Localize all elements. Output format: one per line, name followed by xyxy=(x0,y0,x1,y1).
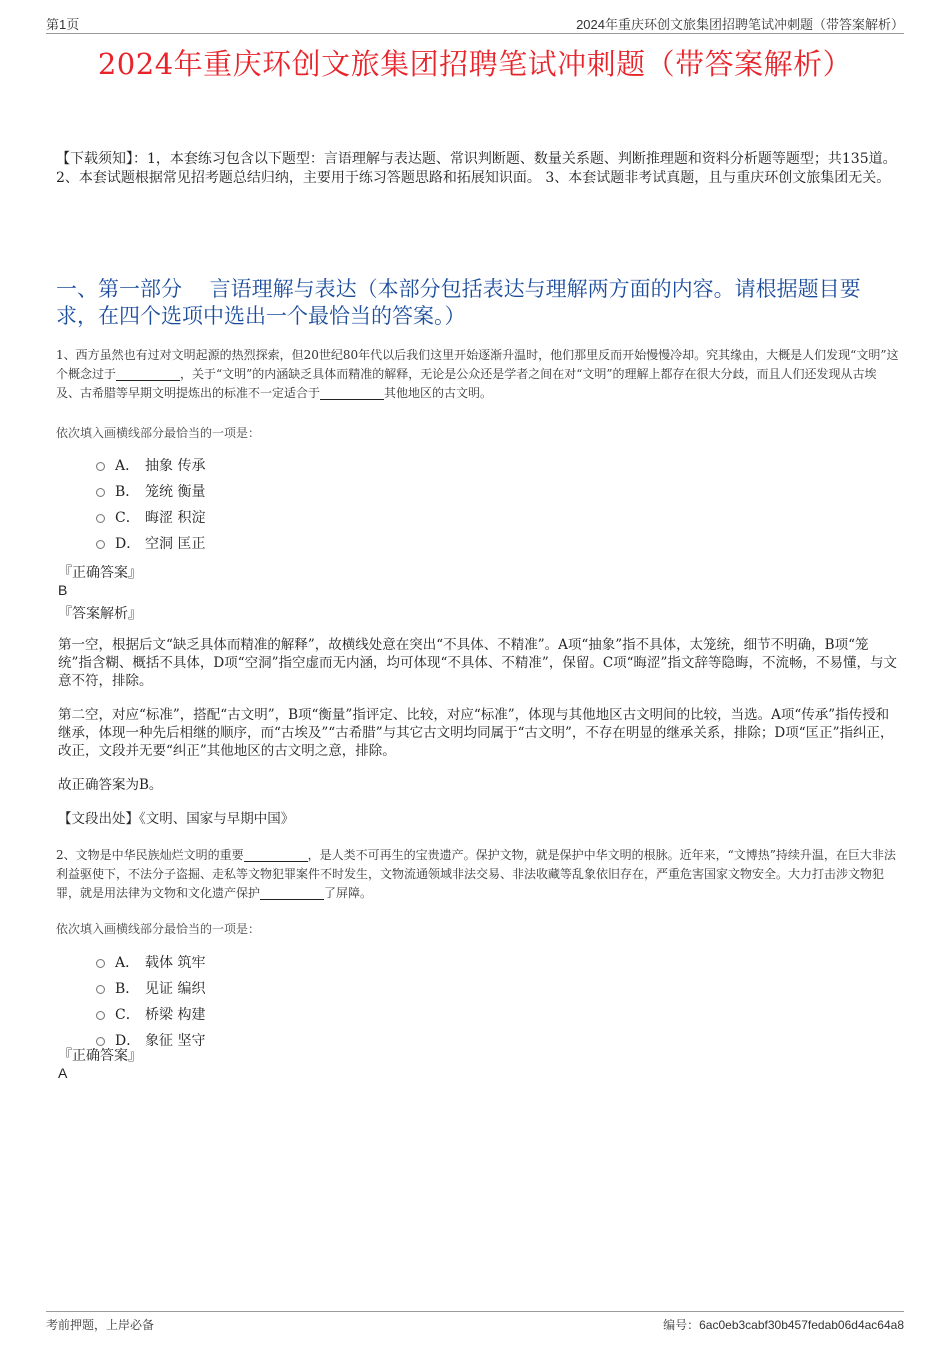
question-1-option-a[interactable]: A． 抽象 传承 xyxy=(96,456,205,476)
radio-icon[interactable] xyxy=(96,959,105,968)
analysis-label: 『答案解析』 xyxy=(58,606,142,622)
fill-blank xyxy=(320,387,384,400)
source-citation: 【文段出处】《文明、国家与早期中国》 xyxy=(58,811,295,827)
answer-label: 『正确答案』 xyxy=(58,1048,142,1064)
answer-value: B xyxy=(58,582,68,598)
radio-icon[interactable] xyxy=(96,514,105,523)
analysis-conclusion: 故正确答案为B。 xyxy=(58,777,163,793)
analysis-paragraph-2: 第二空，对应“标准”，搭配“古文明”，B项“衡量”指评定、比较，对应“标准”，体现与其他地区古文明间的比较，当选。A项“传承”指传授和继承，体现一种先后相继的顺序，而“古埃及”“古希腊”与其它古文明均同属于“古文明”，不存在明显的继承关系，排除；D项“匡正”指纠正，改正，文段并无要“纠正”其他地区的古文明之意，排除。 xyxy=(58,707,894,759)
analysis-paragraph-1: 第一空，根据后文“缺乏具体而精准的解释”，故横线处意在突出“不具体、不精准”。A项“抽象”指不具体，太笼统，细节不明确，B项“笼统”指含糊、概括不具体，D项“空洞”指空虚而无内涵，均可体现“不具体、不精准”，保留。C项“晦涩”指文辞等隐晦，不流畅，不易懂，与文意不符，排除。 xyxy=(58,637,897,689)
document-code: 编号：6ac0eb3cabf30b457fedab06d4ac64a8 xyxy=(663,1318,904,1332)
header-divider xyxy=(46,33,904,34)
running-header-title: 2024年重庆环创文旅集团招聘笔试冲刺题（带答案解析） xyxy=(576,17,904,32)
fill-blank xyxy=(244,849,308,862)
radio-icon[interactable] xyxy=(96,985,105,994)
document-title: 2024年重庆环创文旅集团招聘笔试冲刺题（带答案解析） xyxy=(97,47,853,81)
question-2-option-a[interactable]: A． 载体 筑牢 xyxy=(96,953,205,973)
page-number: 第1页 xyxy=(46,17,80,32)
fill-blank xyxy=(260,887,324,900)
question-1-option-d[interactable]: D． 空洞 匡正 xyxy=(96,534,205,554)
answer-label: 『正确答案』 xyxy=(58,565,142,581)
question-1-stem: 1、西方虽然也有过对文明起源的热烈探索，但20世纪80年代以后我们这里开始逐渐升温时，他们那里反而开始慢慢冷却。究其缘由，大概是人们发现“文明”这个概念过于 ，关于“文明”的内涵缺乏具体而精准的解释，无论是公众还是学者之间在对“文明”的理解上都存在很大分歧，而且人们还发现从古埃及、古希腊等早期文明提炼出的标准不一定适合于 其他地区的古文明。 xyxy=(56,348,899,400)
question-2-option-b[interactable]: B． 见证 编织 xyxy=(96,979,205,999)
question-2-option-c[interactable]: C． 桥梁 构建 xyxy=(96,1005,205,1025)
question-2-option-d[interactable]: D． 象征 坚守 xyxy=(96,1031,205,1051)
footer-divider xyxy=(46,1311,904,1312)
question-1-option-c[interactable]: C． 晦涩 积淀 xyxy=(96,508,205,528)
answer-value: A xyxy=(58,1065,68,1081)
download-notice: 【下载须知】：1，本套练习包含以下题型：言语理解与表达题、常识判断题、数量关系题、判断推理题和资料分析题等题型；共135道。 2、本套试题根据常见招考题总结归纳，主要用于练习答题思路和拓展知识面。 3、本套试题非考试真题，且与重庆环创文旅集团无关。 xyxy=(56,151,897,186)
question-2-stem: 2、文物是中华民族灿烂文明的重要 ，是人类不可再生的宝贵遗产。保护文物，就是保护中华文明的根脉。近年来，“文博热”持续升温，在巨大非法利益驱使下，不法分子盗掘、走私等文物犯罪案件不时发生，文物流通领域非法交易、非法收藏等乱象依旧存在，严重危害国家文物安全。大力打击涉文物犯罪，就是用法律为文物和文化遗产保护 了屏障。 xyxy=(56,848,896,900)
question-1-option-b[interactable]: B． 笼统 衡量 xyxy=(96,482,205,502)
footer-slogan: 考前押题，上岸必备 xyxy=(46,1318,155,1332)
radio-icon[interactable] xyxy=(96,488,105,497)
radio-icon[interactable] xyxy=(96,1011,105,1020)
section-heading: 一、第一部分 言语理解与表达（本部分包括表达与理解两方面的内容。请根据题目要求，在四个选项中选出一个最恰当的答案。） xyxy=(56,277,861,328)
question-1-prompt: 依次填入画横线部分最恰当的一项是： xyxy=(56,426,261,440)
question-2-prompt: 依次填入画横线部分最恰当的一项是： xyxy=(56,922,261,936)
radio-icon[interactable] xyxy=(96,462,105,471)
fill-blank xyxy=(116,368,180,381)
radio-icon[interactable] xyxy=(96,540,105,549)
